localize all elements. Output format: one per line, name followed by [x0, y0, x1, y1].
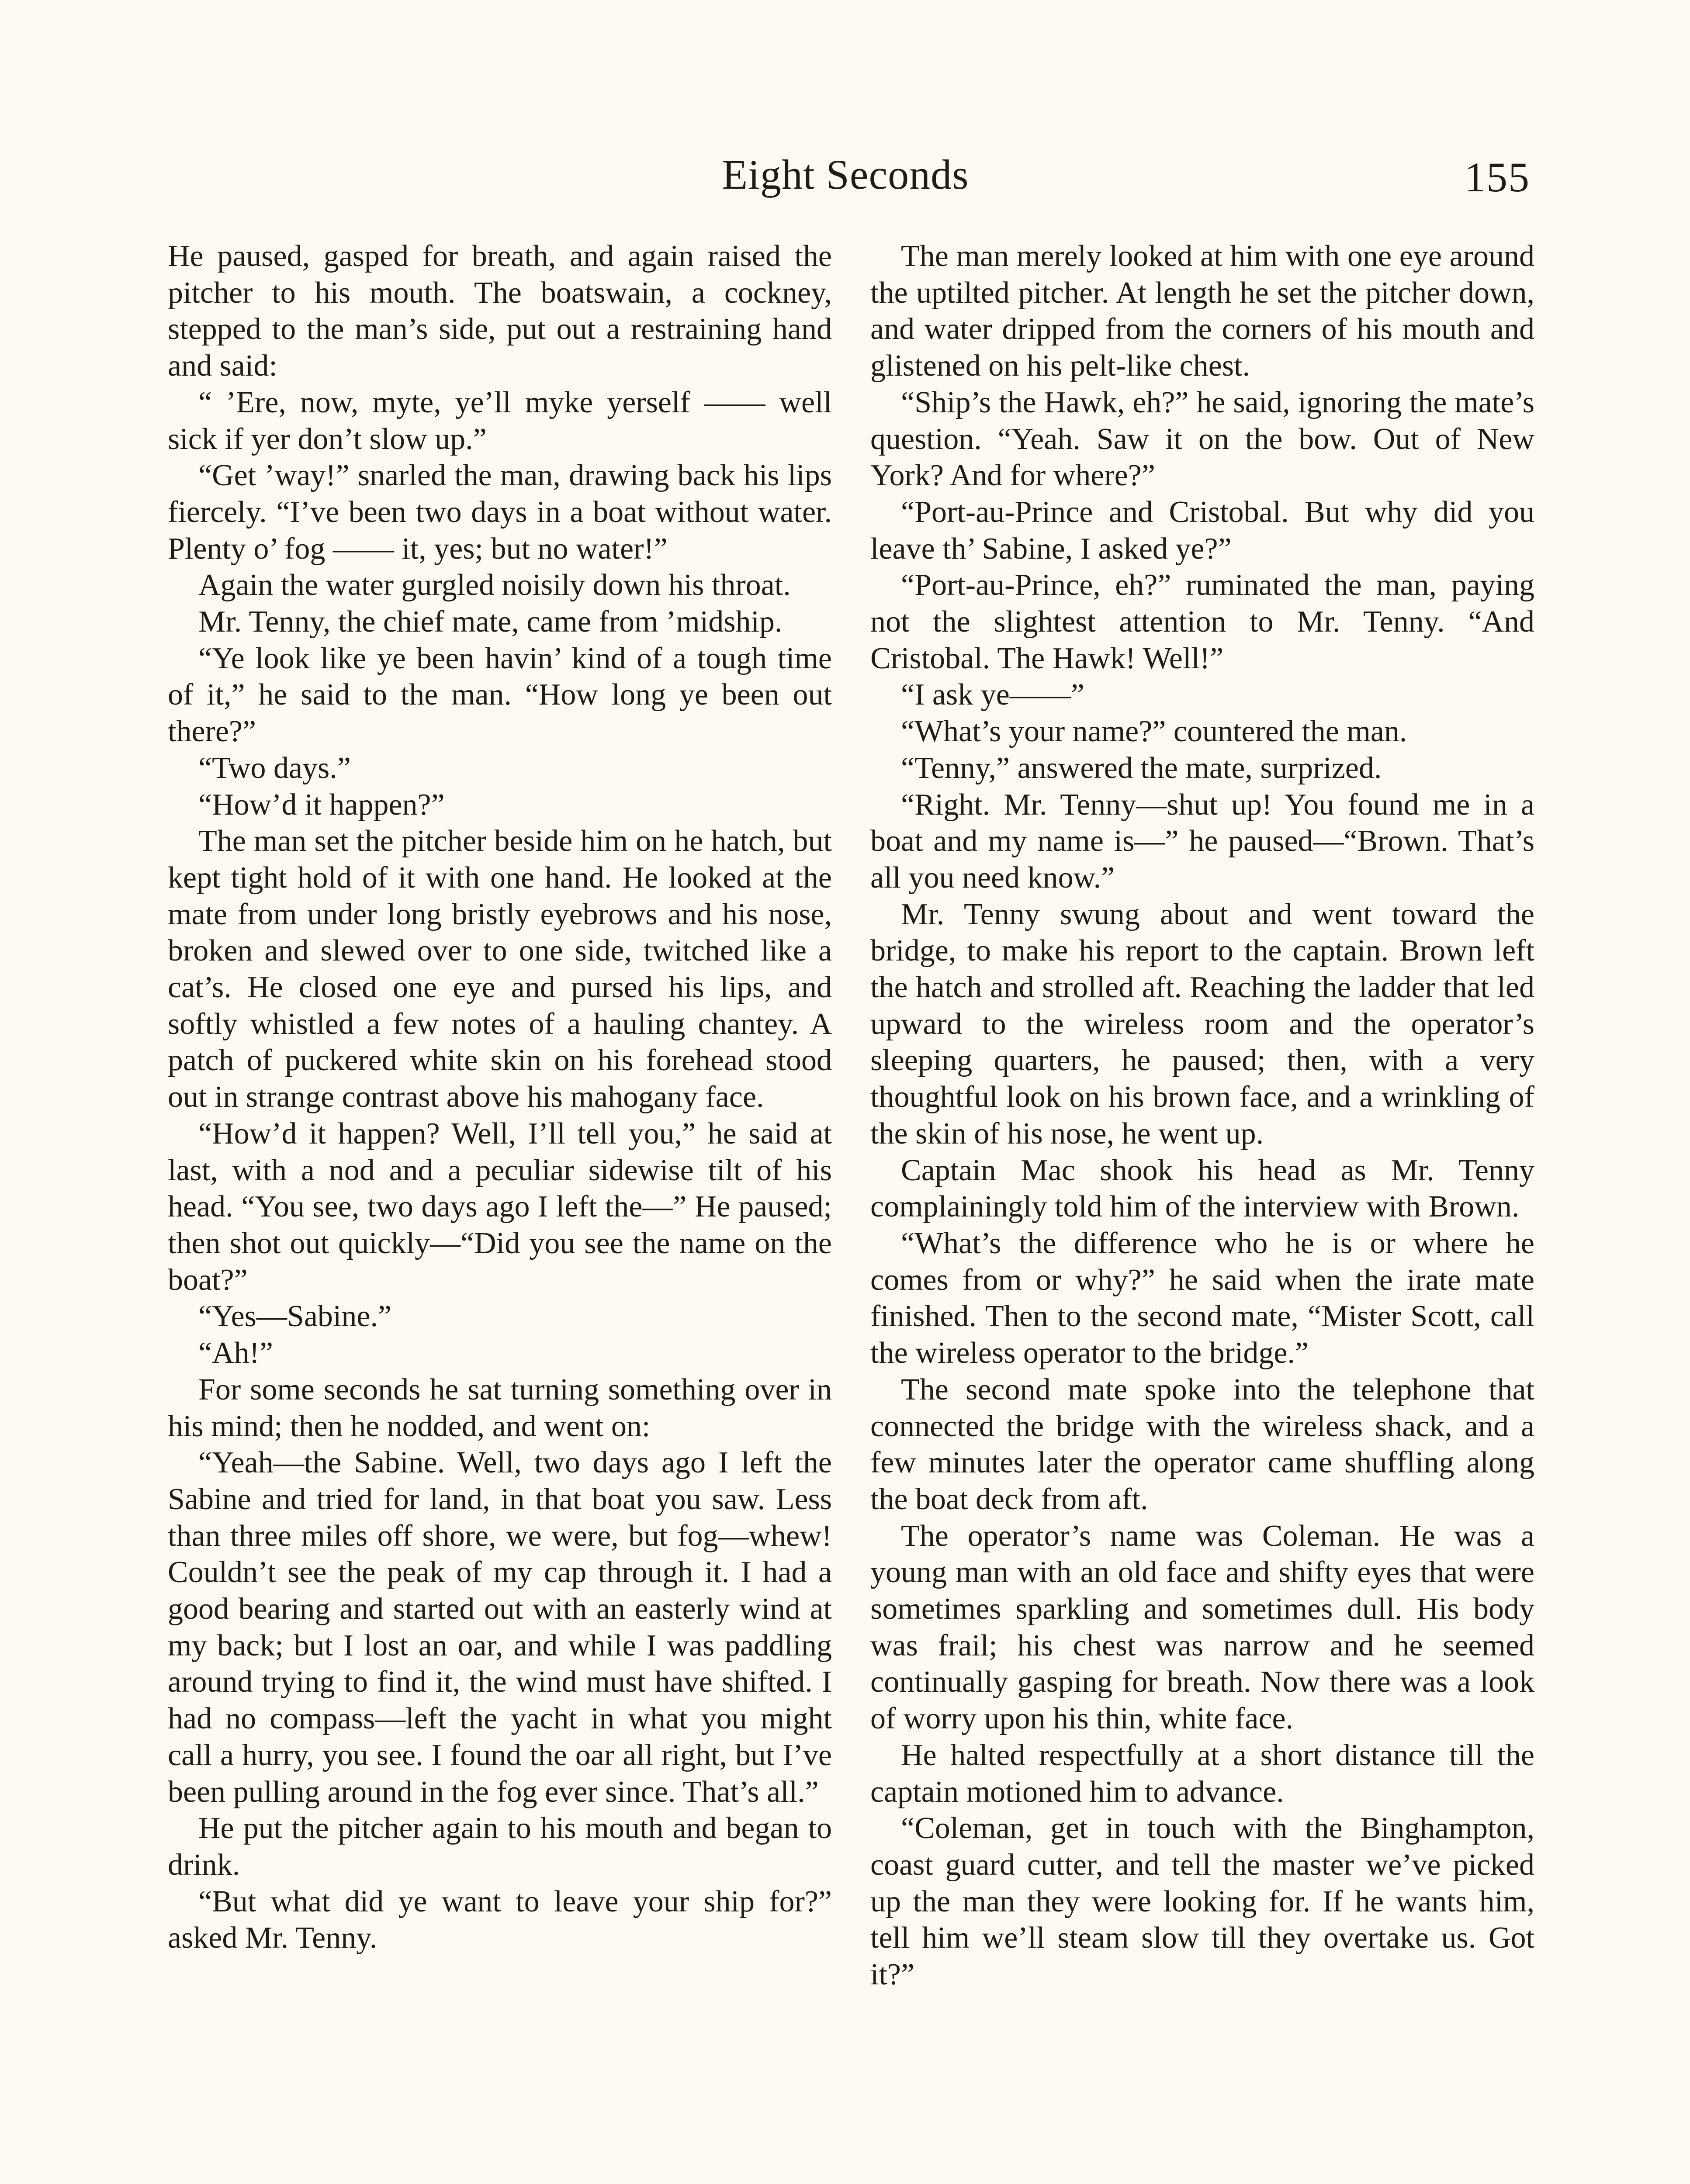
paragraph: “I ask ye——”: [901, 678, 1084, 712]
paragraph: The second mate spoke into the telephone that connected the bridge with the wireless shack, and a few minutes later the operator came shuffling along the boat deck from aft.: [870, 1372, 1534, 1516]
paragraph: Captain Mac shook his head as Mr. Tenny complainingly told him of the interview with Brown.: [870, 1153, 1534, 1224]
running-title: Eight Seconds: [722, 151, 969, 198]
paragraph: He put the pitcher again to his mouth and began to drink.: [168, 1811, 832, 1882]
paragraph: The man merely looked at him with one eye around the uptilted pitcher. At length he set the pitcher down, and water dripped from the corners of his mouth and glistened on his pelt-like chest.: [870, 239, 1534, 383]
paragraph: The operator’s name was Coleman. He was a young man with an old face and shifty eyes that were sometimes sparkling and sometimes dull. His body was frail; his chest was narrow and he seemed continually gasping for breath. Now there was a look of worry upon his thin, white face.: [870, 1519, 1534, 1736]
paragraph: He paused, gasped for breath, and again raised the pitcher to his mouth. The boatswain, a cockney, stepped to the man’s side, put out a restraining hand and said:: [168, 239, 832, 383]
paragraph: “What’s the difference who he is or where he comes from or why?” he said when the irate mate finished. Then to the second mate, “Mister Scott, call the wireless operator to the bridge.”: [870, 1226, 1534, 1370]
right-column: [870, 238, 1534, 1993]
paragraph: Mr. Tenny, the chief mate, came from ’midship.: [198, 605, 783, 639]
paragraph: “Yes—Sabine.”: [198, 1299, 392, 1334]
paragraph: For some seconds he sat turning something over in his mind; then he nodded, and went on:: [168, 1372, 832, 1443]
paragraph: “Ship’s the Hawk, eh?” he said, ignoring the mate’s question. “Yeah. Saw it on the bow. Out of New York? And for where?”: [870, 385, 1534, 493]
left-column: [168, 238, 832, 1956]
paragraph: The man set the pitcher beside him on he hatch, but kept tight hold of it with one hand. He looked at the mate from under long bristly eyebrows and his nose, broken and slewed over to one side, twitched like a cat’s. He closed one eye and pursed his lips, and softly whistled a few notes of a hauling chantey. A patch of puckered white skin on his forehead stood out in strange contrast above his mahogany face.: [168, 824, 832, 1114]
running-header: [0, 144, 1690, 210]
paragraph: “Ye look like ye been havin’ kind of a tough time of it,” he said to the man. “How long ye been out there?”: [168, 641, 832, 749]
paragraph: “But what did ye want to leave your ship for?” asked Mr. Tenny.: [168, 1884, 832, 1955]
paragraph: “Coleman, get in touch with the Binghampton, coast guard cutter, and tell the master we’ve picked up the man they were looking for. If he wants him, tell him we’ll steam slow till they overtake us. Got it?”: [870, 1811, 1534, 1992]
paragraph: He halted respectfully at a short distance till the captain motioned him to advance.: [870, 1738, 1534, 1809]
paragraph: Again the water gurgled noisily down his throat.: [198, 568, 791, 602]
paragraph: “ ’Ere, now, myte, ye’ll myke yerself —— well sick if yer don’t slow up.”: [168, 385, 832, 456]
paragraph: “How’d it happen? Well, I’ll tell you,” he said at last, with a nod and a peculiar sidewise tilt of his head. “You see, two days ago I left the—” He paused; then shot out quickly—“Did you see the name on the boat?”: [168, 1116, 832, 1297]
paragraph: “Tenny,” answered the mate, surprized.: [901, 751, 1382, 785]
paragraph: “Right. Mr. Tenny—shut up! You found me in a boat and my name is—” he paused—“Brown. That’s all you need know.”: [870, 788, 1534, 895]
paragraph: “Yeah—the Sabine. Well, two days ago I left the Sabine and tried for land, in that boat you saw. Less than three miles off shore, we were, but fog—whew! Couldn’t see the peak of my cap through it. I had a good bearing and started out with an easterly wind at my back; but I lost an oar, and while I was paddling around trying to find it, the wind must have shifted. I had no compass—left the yacht in what you might call a hurry, you see. I found the oar all right, but I’ve been pulling around in the fog ever since. That’s all.”: [168, 1446, 832, 1809]
paragraph: “How’d it happen?”: [198, 788, 445, 822]
paragraph: “Get ’way!” snarled the man, drawing back his lips fiercely. “I’ve been two days in a boat without water. Plenty o’ fog —— it, yes; but no water!”: [168, 459, 832, 566]
paragraph: “Port-au-Prince, eh?” ruminated the man, paying not the slightest attention to Mr. Tenny. “And Cristobal. The Hawk! Well!”: [870, 568, 1534, 675]
page-number: 155: [1465, 154, 1530, 200]
paragraph: “Ah!”: [198, 1336, 274, 1370]
paragraph: “Two days.”: [198, 751, 351, 785]
paragraph: “Port-au-Prince and Cristobal. But why did you leave th’ Sabine, I asked ye?”: [870, 495, 1534, 566]
paragraph: Mr. Tenny swung about and went toward the bridge, to make his report to the captain. Brown left the hatch and strolled aft. Reaching the ladder that led upward to the wireless room and the operator’s sleeping quarters, he paused; then, with a very thoughtful look on his brown face, and a wrinkling of the skin of his nose, he went up.: [870, 897, 1534, 1151]
paragraph: “What’s your name?” countered the man.: [901, 715, 1407, 749]
